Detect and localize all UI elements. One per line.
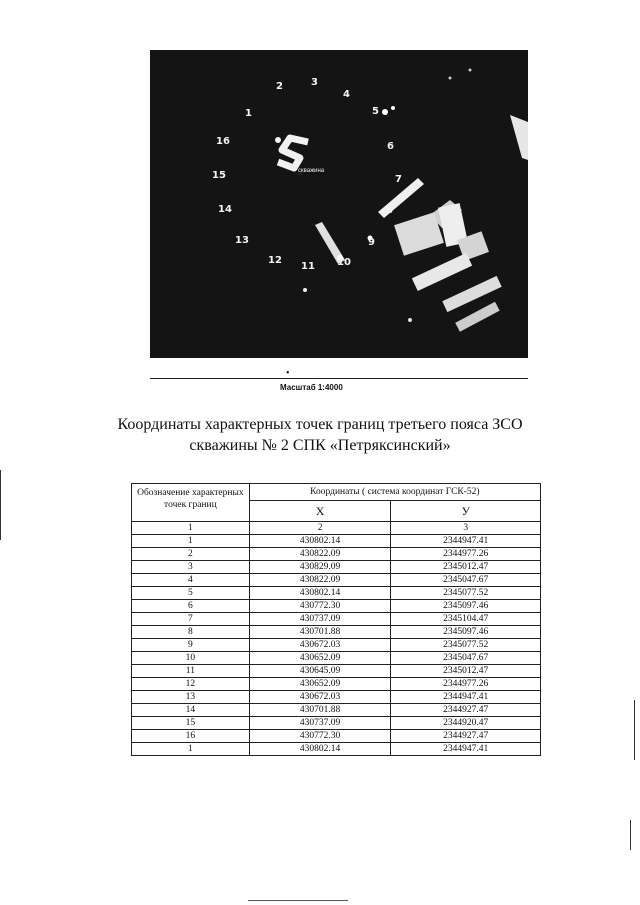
map-point-label: 15 — [212, 170, 226, 181]
column-number: 2 — [249, 522, 391, 535]
map-point-label: 14 — [218, 204, 232, 215]
table-row — [132, 535, 541, 548]
cell-point: 7 — [132, 613, 250, 626]
table-row — [132, 600, 541, 613]
cell-x: 430652.09 — [249, 652, 391, 665]
map-point-label: 4 — [343, 89, 350, 100]
cell-point: 2 — [132, 548, 250, 561]
cell-y: 2345077.52 — [391, 639, 541, 652]
cell-x: 430672.03 — [249, 639, 391, 652]
map-point-label: 5 — [372, 106, 379, 117]
cell-point: 4 — [132, 574, 250, 587]
table-row — [132, 639, 541, 652]
cell-point: 5 — [132, 587, 250, 600]
table-row — [132, 730, 541, 743]
cell-point: 10 — [132, 652, 250, 665]
cell-point: 1 — [132, 535, 250, 548]
header-x: X — [249, 501, 391, 522]
table-row — [132, 561, 541, 574]
map-point-label: 8 — [386, 205, 393, 216]
cell-y: 2344920.47 — [391, 717, 541, 730]
map-point-label: 10 — [337, 257, 351, 268]
header-coordinates: Координаты ( система координат ГСК-52) — [249, 484, 540, 501]
table-row — [132, 613, 541, 626]
table-row — [132, 665, 541, 678]
map-point-label: 7 — [395, 174, 402, 185]
cell-y: 2345097.46 — [391, 600, 541, 613]
table-row — [132, 704, 541, 717]
map-point-label: 12 — [268, 255, 282, 266]
map-point-label: 1 — [245, 108, 252, 119]
cell-x: 430701.88 — [249, 704, 391, 717]
cell-point: 3 — [132, 561, 250, 574]
cell-x: 430701.88 — [249, 626, 391, 639]
bottom-rule — [248, 900, 348, 901]
title-line-2: скважины № 2 СПК «Петряксинский» — [189, 437, 451, 454]
header-point: Обозначение характерных точек границ — [132, 484, 250, 522]
cell-y: 2345012.47 — [391, 561, 541, 574]
cell-y: 2344947.41 — [391, 535, 541, 548]
cell-x: 430772.30 — [249, 730, 391, 743]
cell-point: 16 — [132, 730, 250, 743]
cell-x: 430737.09 — [249, 717, 391, 730]
table-row — [132, 548, 541, 561]
cell-x: 430737.09 — [249, 613, 391, 626]
map-point-label: 2 — [276, 81, 283, 92]
map-structure — [510, 115, 528, 160]
table-row — [132, 574, 541, 587]
cell-point: 11 — [132, 665, 250, 678]
table-row — [132, 626, 541, 639]
map-point-label: 16 — [216, 136, 230, 147]
cell-y: 2344977.26 — [391, 678, 541, 691]
coordinates-table — [131, 483, 541, 756]
cell-point: 14 — [132, 704, 250, 717]
map-point-label: 13 — [235, 235, 249, 246]
cell-point: 15 — [132, 717, 250, 730]
cell-y: 2344947.41 — [391, 743, 541, 756]
table-row — [132, 691, 541, 704]
cell-y: 2345047.67 — [391, 652, 541, 665]
map-point-label: 11 — [301, 261, 315, 272]
map-point-label: 9 — [368, 237, 375, 248]
cell-y: 2345104.47 — [391, 613, 541, 626]
cell-x: 430802.14 — [249, 535, 391, 548]
table-row — [132, 587, 541, 600]
scale-label: Масштаб 1:4000 — [280, 383, 343, 392]
scale-rule — [150, 378, 528, 379]
cell-x: 430772.30 — [249, 600, 391, 613]
map-point-label: 6 — [387, 141, 394, 152]
page-edge-mark — [630, 820, 631, 850]
cell-y: 2344927.47 — [391, 730, 541, 743]
cell-x: 430822.09 — [249, 548, 391, 561]
cell-y: 2344977.26 — [391, 548, 541, 561]
cell-point: 1 — [132, 743, 250, 756]
cell-x: 430802.14 — [249, 587, 391, 600]
header-y: У — [391, 501, 541, 522]
cell-point: 12 — [132, 678, 250, 691]
page-edge-mark — [0, 470, 1, 540]
map-building — [455, 302, 499, 332]
page-edge-mark — [634, 700, 635, 760]
cell-y: 2344927.47 — [391, 704, 541, 717]
cell-y: 2344947.41 — [391, 691, 541, 704]
cell-x: 430652.09 — [249, 678, 391, 691]
title-line-1: Координаты характерных точек границ третьего пояса ЗСО — [117, 416, 523, 433]
map-building — [412, 253, 472, 291]
cell-y: 2345097.46 — [391, 626, 541, 639]
table-row — [132, 678, 541, 691]
column-number: 1 — [132, 522, 250, 535]
cell-y: 2345047.67 — [391, 574, 541, 587]
scale-marker: • — [286, 368, 290, 379]
table-row — [132, 717, 541, 730]
cell-point: 8 — [132, 626, 250, 639]
cell-point: 9 — [132, 639, 250, 652]
coordinates-body — [132, 535, 541, 756]
cell-point: 6 — [132, 600, 250, 613]
well-label: скважина — [298, 168, 325, 174]
well-symbol — [275, 137, 308, 168]
cell-x: 430802.14 — [249, 743, 391, 756]
page-title — [60, 414, 580, 456]
cell-y: 2345077.52 — [391, 587, 541, 600]
table-row — [132, 743, 541, 756]
cell-x: 430822.09 — [249, 574, 391, 587]
map-graphic — [150, 50, 528, 358]
aerial-map — [150, 50, 528, 358]
table-row — [132, 652, 541, 665]
column-number: 3 — [391, 522, 541, 535]
map-point-label: 3 — [311, 77, 318, 88]
cell-y: 2345012.47 — [391, 665, 541, 678]
cell-point: 13 — [132, 691, 250, 704]
cell-x: 430672.03 — [249, 691, 391, 704]
cell-x: 430829.09 — [249, 561, 391, 574]
cell-x: 430645.09 — [249, 665, 391, 678]
